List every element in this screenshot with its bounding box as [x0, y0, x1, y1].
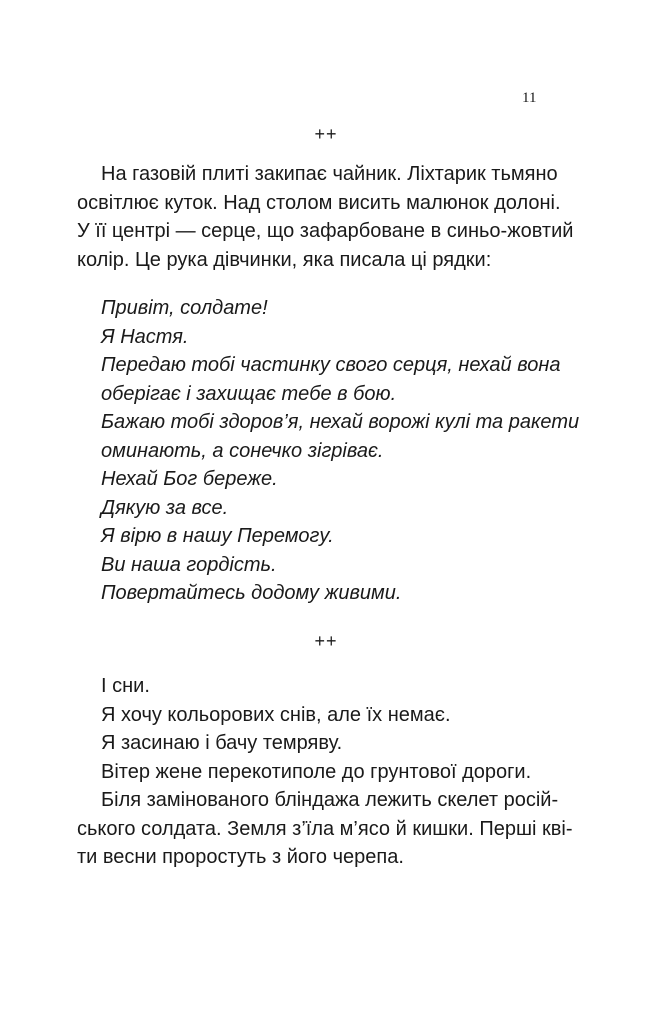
text-line: ти весни проростуть з його черепа. [77, 846, 404, 868]
paragraph-dreams [77, 672, 573, 872]
text-line: Я хочу кольорових снів, але їх немає. [101, 703, 451, 726]
letter-line: оминають, а сонечко зігріває. [101, 439, 384, 462]
letter-line: Я Настя. [101, 325, 189, 348]
text-line: Я засинаю і бачу темряву. [101, 732, 343, 754]
section-divider: ++ [314, 124, 338, 144]
page-number: 11 [522, 90, 537, 106]
letter-line: Повертайтесь додому живими. [101, 582, 402, 604]
text-line: Вітер жене перекотиполе до грунтової дороги. [101, 760, 532, 783]
paragraph-intro [77, 160, 574, 274]
letter-line: Привіт, солдате! [101, 297, 268, 319]
text-line: У її центрі — серце, що зафарбоване в синьо-жовтий [77, 220, 574, 242]
letter-line: Я вірю в нашу Перемогу. [101, 525, 334, 547]
child-letter [101, 294, 580, 608]
text-line: ського солдата. Земля з’їла м’ясо й кишки. Перші кві- [77, 817, 573, 840]
letter-line: Передаю тобі частинку свого серця, нехай вона [101, 354, 561, 376]
section-divider: ++ [314, 631, 338, 651]
letter-line: Ви наша гордість. [101, 553, 277, 576]
letter-line: оберігає і захищає тебе в бою. [101, 382, 397, 405]
text-line: освітлює куток. Над столом висить малюнок долоні. [77, 191, 561, 214]
letter-line: Бажаю тобі здоров’я, нехай ворожі кулі та ракети [101, 411, 580, 433]
text-line: колір. Це рука дівчинки, яка писала ці рядки: [77, 248, 492, 271]
text-line: На газовій плиті закипає чайник. Ліхтарик тьмяно [101, 163, 558, 185]
letter-line: Нехай Бог береже. [101, 468, 278, 490]
letter-line: Дякую за все. [101, 496, 229, 519]
text-line: І сни. [101, 675, 150, 697]
text-line: Біля замінованого бліндажа лежить скелет росій- [101, 789, 559, 811]
